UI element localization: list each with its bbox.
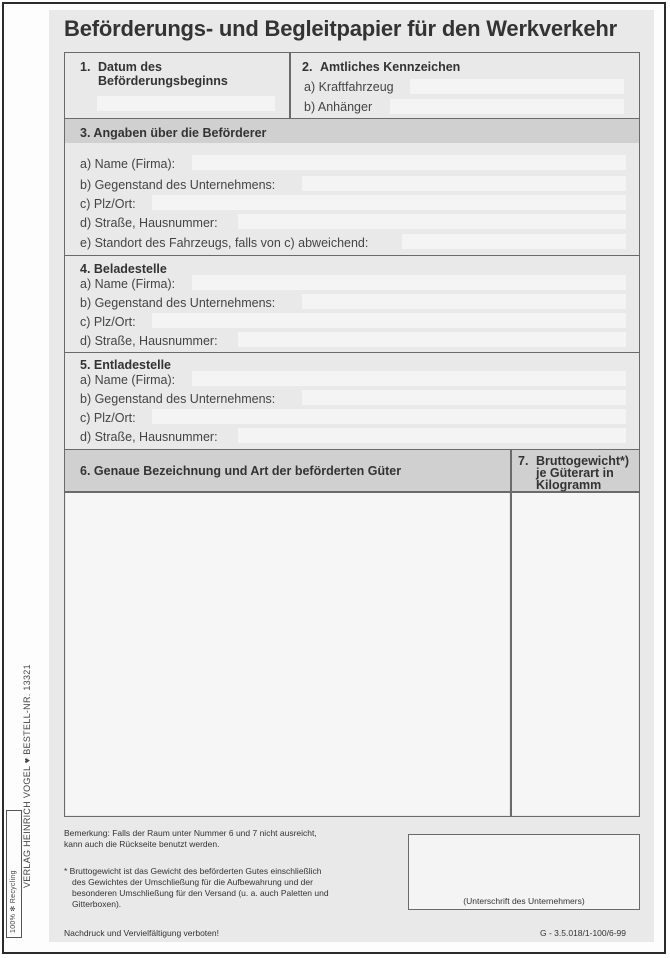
sec2-b-label: b) Anhänger: [304, 100, 373, 114]
sec4-name-field[interactable]: [192, 275, 626, 290]
sec4-d-label: d) Straße, Hausnummer:: [80, 334, 218, 348]
sec2-title: Amtliches Kennzeichen: [320, 60, 461, 74]
sec3-e-label: e) Standort des Fahrzeugs, falls von c) abweichend:: [80, 236, 369, 250]
recycling-badge-text: 100% ✻ Recycling: [10, 870, 17, 933]
sec4-gegenstand-field[interactable]: [302, 294, 626, 309]
anhaenger-field[interactable]: [390, 99, 624, 114]
sec1-num: 1.: [80, 60, 91, 74]
sec4-a-label: a) Name (Firma):: [80, 277, 176, 291]
signature-label: (Unterschrift des Unternehmers): [463, 896, 585, 906]
form-title: Beförderungs- und Begleitpapier für den Werkverkehr: [64, 16, 617, 41]
sec1-line2: Beförderungsbeginns: [98, 74, 228, 88]
order-number: BESTELL-NR. 13321: [22, 664, 32, 755]
sec5-name-field[interactable]: [192, 371, 626, 386]
sec3-a-label: a) Name (Firma):: [80, 157, 176, 171]
sec5-a-label: a) Name (Firma):: [80, 373, 176, 387]
divider: [289, 52, 291, 120]
remark-line1: Bemerkung: Falls der Raum unter Nummer 6 und 7 nicht ausreicht,: [64, 828, 317, 838]
sec5-strasse-field[interactable]: [238, 428, 626, 443]
footnote-line1: * Bruttogewicht ist das Gewicht des beförderten Gutes einschließlich: [64, 866, 322, 876]
footnote-line3: besonderen Umschließung für den Versand (u. a. auch Paletten und: [72, 888, 329, 898]
sec2-a-label: a) Kraftfahrzeug: [304, 80, 394, 94]
kraftfahrzeug-field[interactable]: [410, 79, 624, 94]
sec3-gegenstand-field[interactable]: [302, 176, 626, 191]
date-field[interactable]: [97, 96, 275, 111]
sec7-num: 7.: [518, 454, 529, 468]
sec5-gegenstand-field[interactable]: [302, 390, 626, 405]
footnote-line2: des Gewichtes der Umschließung für die Aufbewahrung und der: [72, 877, 313, 887]
goods-description-area[interactable]: [66, 493, 509, 815]
sec1-line1: Datum des: [98, 60, 162, 74]
publisher-vertical-text: VERLAG HEINRICH VOGEL ♥ BESTELL-NR. 13321: [22, 664, 32, 888]
sec4-c-label: c) Plz/Ort:: [80, 315, 136, 329]
sec3-strasse-field[interactable]: [238, 214, 626, 229]
sec4-strasse-field[interactable]: [238, 332, 626, 347]
sec3-b-label: b) Gegenstand des Unternehmens:: [80, 178, 276, 192]
sec3-title: 3. Angaben über die Beförderer: [80, 126, 267, 140]
sec5-plz-field[interactable]: [152, 409, 626, 424]
sec5-d-label: d) Straße, Hausnummer:: [80, 430, 218, 444]
sec4-b-label: b) Gegenstand des Unternehmens:: [80, 296, 276, 310]
gross-weight-area[interactable]: [512, 493, 638, 815]
publisher-name: VERLAG HEINRICH VOGEL: [22, 766, 32, 888]
sec3-name-field[interactable]: [192, 155, 626, 170]
remark-line2: kann auch die Rückseite benutzt werden.: [64, 839, 220, 849]
sec2-num: 2.: [302, 60, 313, 74]
sec7-line1: Bruttogewicht*): [536, 454, 630, 468]
sec3-c-label: c) Plz/Ort:: [80, 197, 136, 211]
sec4-plz-field[interactable]: [152, 313, 626, 328]
sec6-title: 6. Genaue Bezeichnung und Art der beförderten Güter: [80, 464, 402, 478]
footnote-line4: Gitterboxen).: [72, 899, 122, 909]
sec5-b-label: b) Gegenstand des Unternehmens:: [80, 392, 276, 406]
recycling-badge: [6, 810, 22, 938]
sec5-title: 5. Entladestelle: [80, 358, 172, 372]
bottom-left-note: Nachdruck und Vervielfältigung verboten!: [64, 928, 219, 938]
sec3-standort-field[interactable]: [402, 234, 626, 249]
sec5-c-label: c) Plz/Ort:: [80, 411, 136, 425]
badge-text: Recycling: [10, 870, 17, 904]
sec4-title: 4. Beladestelle: [80, 262, 167, 276]
sec3-plz-field[interactable]: [152, 195, 626, 210]
sec7-line3: Kilogramm: [536, 478, 602, 492]
sec7-line2: je Güterart in: [536, 466, 614, 480]
form-number: G - 3.5.018/1-100/6-99: [540, 928, 627, 938]
badge-pct: 100%: [10, 913, 17, 933]
sec3-d-label: d) Straße, Hausnummer:: [80, 216, 218, 230]
